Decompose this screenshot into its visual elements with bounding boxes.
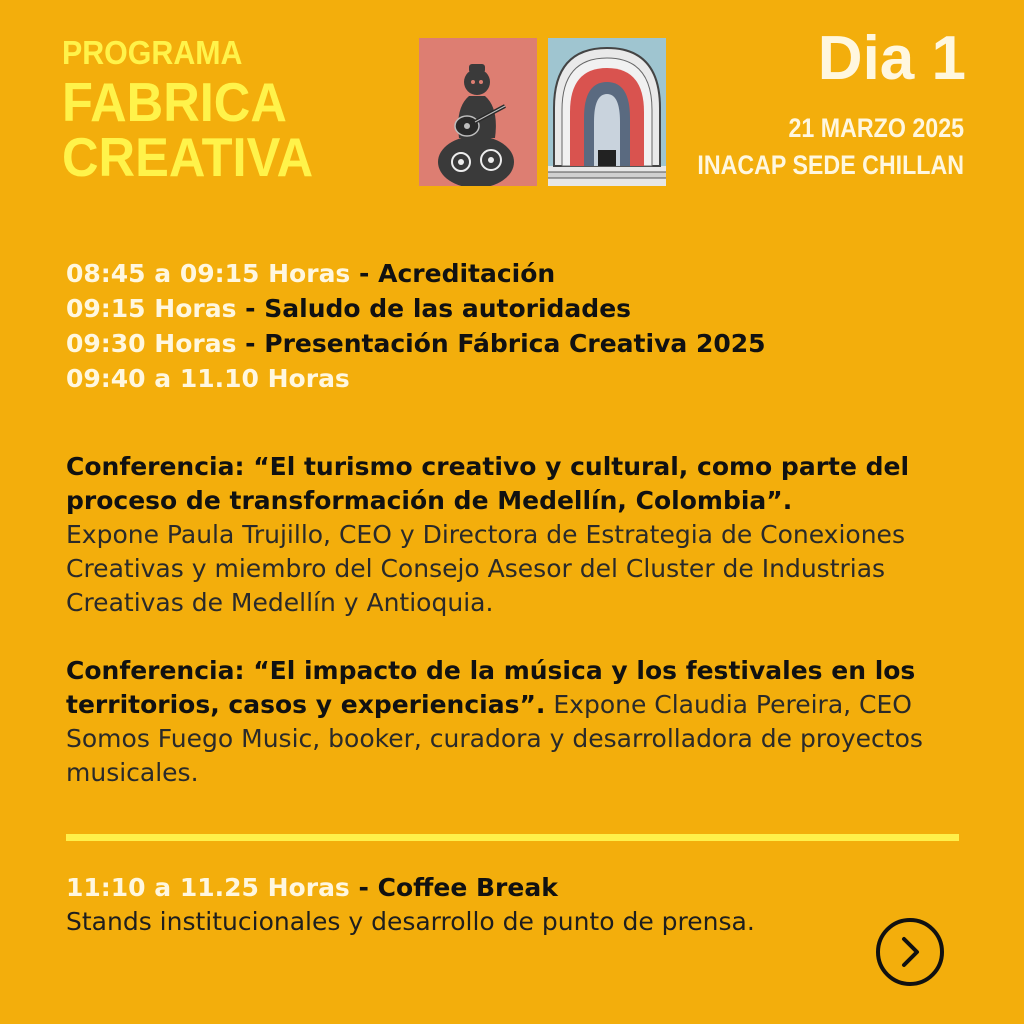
program-title-line1: FABRICA	[62, 71, 287, 133]
conference-description: Expone Paula Trujillo, CEO y Directora de Estrategia de Conexiones Creativas y miembro del Consejo Asesor del Cluster de Industrias Creativas de Medellín y Antioquia.	[66, 520, 905, 617]
coffee-break-heading	[66, 871, 755, 905]
chevron-right-icon	[895, 935, 925, 969]
schedule-activity: - Saludo de las autoridades	[236, 294, 632, 323]
conference-item	[66, 450, 966, 620]
conference-title: Conferencia: “El turismo creativo y cultural, como parte del proceso de transformación de Medellín, Colombia”.	[66, 452, 910, 515]
event-meta	[697, 110, 964, 184]
program-title	[62, 34, 314, 188]
schedule-item	[66, 256, 766, 291]
schedule-item	[66, 361, 766, 396]
schedule-list	[66, 256, 766, 396]
coffee-break-time: 11:10 a 11.25 Horas	[66, 873, 350, 902]
conference-item	[66, 654, 966, 790]
guitar-player-figure-icon	[419, 38, 537, 186]
schedule-time: 09:15 Horas	[66, 294, 237, 323]
day-title: Dia 1	[817, 24, 966, 93]
section-divider	[66, 834, 959, 841]
coffee-break-section	[66, 871, 755, 939]
coffee-break-label: - Coffee Break	[349, 873, 558, 902]
schedule-time: 09:40 a 11.10 Horas	[66, 364, 350, 393]
coffee-break-description: Stands institucionales y desarrollo de punto de prensa.	[66, 907, 755, 936]
conference-title: Conferencia: “El impacto de la música y los festivales en los territorios, casos y experiencias”.	[66, 656, 916, 719]
schedule-activity: - Presentación Fábrica Creativa 2025	[236, 329, 766, 358]
schedule-item	[66, 291, 766, 326]
program-title-line2: CREATIVA	[62, 126, 314, 188]
event-venue: INACAP SEDE CHILLAN	[697, 150, 964, 180]
conference-description: Expone Claudia Pereira, CEO Somos Fuego Music, booker, curadora y desarrolladora de proyectos musicales.	[66, 690, 923, 787]
next-button[interactable]	[876, 918, 944, 986]
schedule-activity: - Acreditación	[350, 259, 556, 288]
schedule-time: 08:45 a 09:15 Horas	[66, 259, 351, 288]
schedule-item	[66, 326, 766, 361]
event-date: 21 MARZO 2025	[788, 113, 964, 143]
arched-building-icon	[548, 38, 666, 186]
schedule-time: 09:30 Horas	[66, 329, 237, 358]
program-kicker: PROGRAMA	[62, 34, 243, 71]
conference-list	[66, 450, 966, 790]
